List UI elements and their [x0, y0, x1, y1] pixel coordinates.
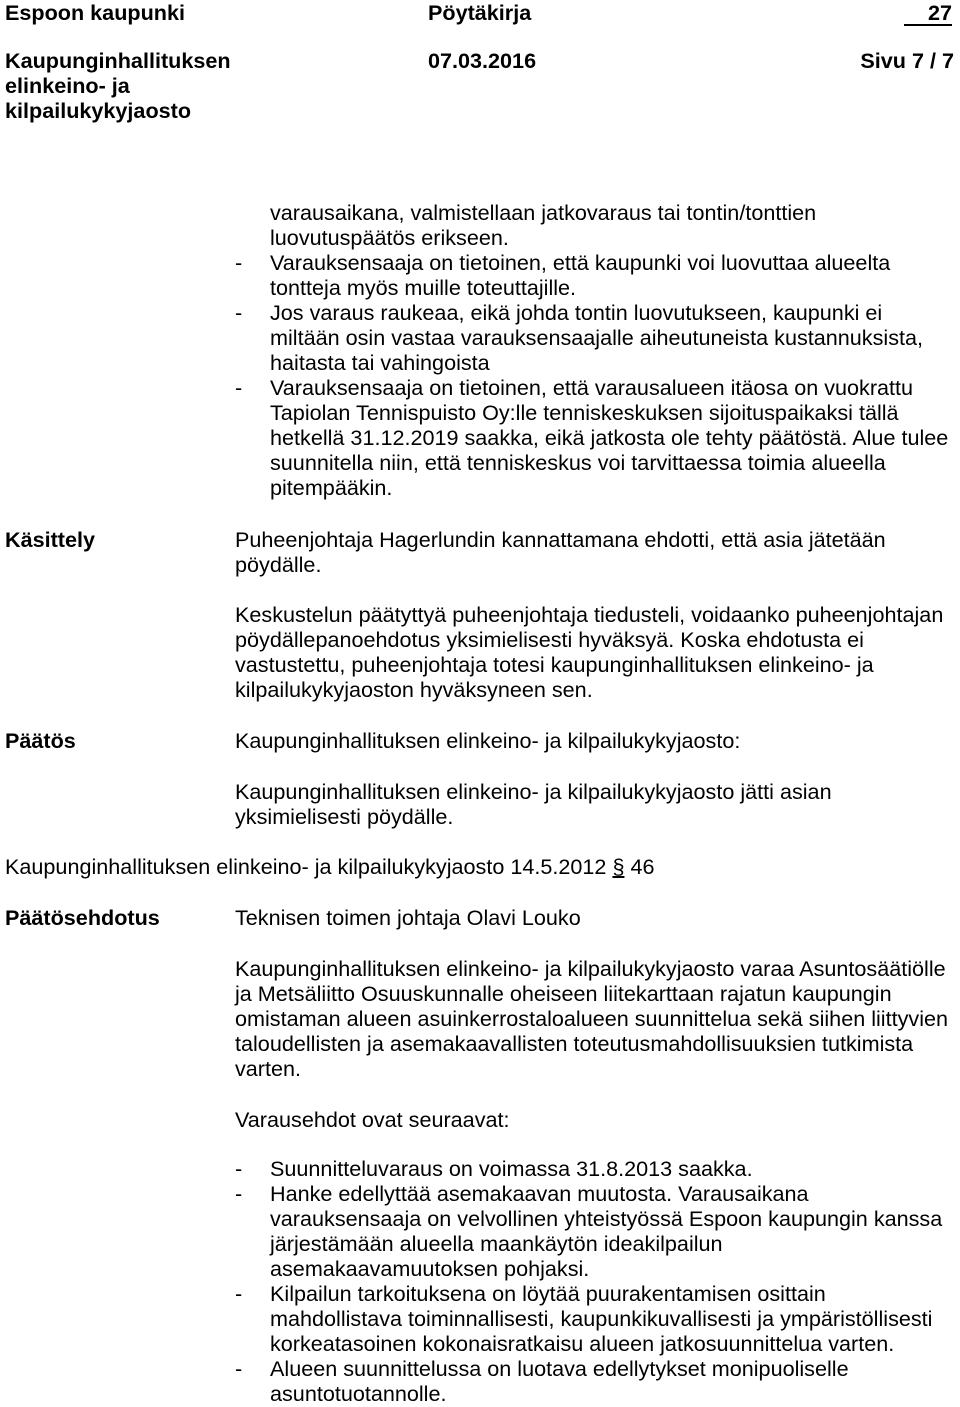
text-line: Alueen suunnittelussa on luotava edellytykset monipuoliselle: [270, 1356, 849, 1381]
text-line: varten.: [235, 1056, 302, 1081]
list-item: [235, 1156, 942, 1181]
meeting-body-line: elinkeino- ja: [5, 73, 130, 98]
document-type: Pöytäkirja: [428, 0, 532, 25]
text-line: asuntotuotannolle.: [270, 1381, 447, 1406]
text-line: pitempääkin.: [270, 475, 393, 500]
page-number: Sivu 7 / 7: [860, 48, 954, 73]
text-line: ja Metsäliitto Osuuskunnalle oheiseen liitekarttaan rajatun kaupungin: [235, 981, 892, 1006]
bullet-marker: -: [235, 1156, 243, 1181]
list-item: [235, 375, 948, 500]
previous-meeting-section-number: 46: [630, 854, 655, 879]
text-line: Kaupunginhallituksen elinkeino- ja kilpailukykyjaosto jätti asian: [235, 779, 832, 804]
text-line: Tapiolan Tennispuisto Oy:lle tenniskeskuksen sijoituspaikaksi tällä: [270, 400, 899, 425]
text-line: järjestämään alueella maankäytön ideakilpailun: [270, 1231, 723, 1256]
list-item: [235, 300, 948, 375]
text-line: varauksensaaja on velvollinen yhteistyössä Espoon kaupungin kanssa: [270, 1206, 943, 1231]
text-line: Kilpailun tarkoituksena on löytää puurakentamisen osittain: [270, 1281, 826, 1306]
meeting-body-line: Kaupunginhallituksen: [5, 48, 231, 73]
text-line: vastustettu, puheenjohtaja totesi kaupunginhallituksen elinkeino- ja: [235, 652, 874, 677]
text-line: miltään osin vastaa varauksensaajalle aiheutuneista kustannuksista,: [270, 325, 924, 350]
bullet-marker: -: [235, 375, 243, 400]
section-number-box: [904, 0, 952, 26]
kasittely-paragraph: [235, 527, 886, 577]
text-line: tontteja myös muille toteuttajille.: [270, 275, 577, 300]
text-line: Suunnitteluvaraus on voimassa 31.8.2013 saakka.: [270, 1156, 753, 1181]
previous-meeting-body: Kaupunginhallituksen elinkeino- ja kilpailukykyjaosto: [5, 854, 505, 879]
previous-meeting-heading: [5, 854, 654, 879]
section-label-paatos: Päätös: [5, 728, 76, 753]
text-line: Puheenjohtaja Hagerlundin kannattamana ehdotti, että asia jätetään: [235, 527, 886, 552]
section-sign: §: [612, 854, 625, 879]
presenter: Teknisen toimen johtaja Olavi Louko: [235, 905, 581, 930]
meeting-body-line: kilpailukykyjaosto: [5, 98, 192, 123]
conditions-list: [235, 1156, 942, 1406]
text-line: pöydällepanoehdotus yksimielisesti hyväksyä. Koska ehdotusta ei: [235, 627, 864, 652]
section-number: 27: [904, 2, 952, 26]
text-line: haitasta tai vahingoista: [270, 350, 490, 375]
bullet-marker: -: [235, 300, 243, 325]
text-line: Kaupunginhallituksen elinkeino- ja kilpailukykyjaosto:: [235, 728, 741, 753]
text-line: asemakaavamuutoksen pohjaksi.: [270, 1256, 590, 1281]
list-item: [235, 1281, 942, 1356]
text-line: kilpailukykyjaoston hyväksyneen sen.: [235, 677, 593, 702]
section-label-paatosehdotus: Päätösehdotus: [5, 905, 160, 930]
meeting-body: [5, 48, 231, 123]
text-line: Jos varaus raukeaa, eikä johda tontin luovutukseen, kaupunki ei: [270, 300, 883, 325]
text-line: suunnitella niin, että tenniskeskus voi tarvittaessa toimia alueella: [270, 450, 886, 475]
text-line: mahdollistava toiminnallisesti, kaupunkikuvallisesti ja ympäristöllisesti: [270, 1306, 933, 1331]
text-line: hetkellä 31.12.2019 saakka, eikä jatkosta ole tehty päätöstä. Alue tulee: [270, 425, 949, 450]
continued-intro: [235, 200, 948, 250]
conditions-intro: Varausehdot ovat seuraavat:: [235, 1107, 510, 1132]
text-line: korkeatasoinen kokonaisratkaisu alueen jatkosuunnittelua varten.: [270, 1331, 895, 1356]
section-label-kasittely: Käsittely: [5, 527, 96, 552]
list-item: [235, 1356, 942, 1406]
kasittely-paragraph: [235, 602, 943, 702]
text-line: luovutuspäätös erikseen.: [270, 225, 509, 250]
text-line: varausaikana, valmistellaan jatkovaraus tai tontin/tonttien: [270, 200, 817, 225]
proposal-paragraph: [235, 956, 948, 1081]
text-line: Kaupunginhallituksen elinkeino- ja kilpailukykyjaosto varaa Asuntosäätiölle: [235, 956, 946, 981]
paatos-paragraph: [235, 779, 832, 829]
text-line: Hanke edellyttää asemakaavan muutosta. Varausaikana: [270, 1181, 809, 1206]
text-line: pöydälle.: [235, 552, 322, 577]
paatos-paragraph: [235, 728, 740, 753]
meeting-date: 07.03.2016: [428, 48, 537, 73]
organization-name: Espoon kaupunki: [5, 0, 185, 25]
bullet-marker: -: [235, 1281, 243, 1306]
bullet-marker: -: [235, 250, 243, 275]
text-line: Varauksensaaja on tietoinen, että varausalueen itäosa on vuokrattu: [270, 375, 914, 400]
continued-conditions: [235, 200, 948, 500]
text-line: yksimielisesti pöydälle.: [235, 804, 454, 829]
text-line: Varauksensaaja on tietoinen, että kaupunki voi luovuttaa alueelta: [270, 250, 891, 275]
previous-meeting-date: 14.5.2012: [510, 854, 607, 879]
text-line: taloudellisten ja asemakaavallisten toteutusmahdollisuuksien tutkimista: [235, 1031, 914, 1056]
list-item: [235, 250, 948, 300]
bullet-marker: -: [235, 1181, 243, 1206]
text-line: Keskustelun päätyttyä puheenjohtaja tiedusteli, voidaanko puheenjohtajan: [235, 602, 944, 627]
bullet-marker: -: [235, 1356, 243, 1381]
text-line: omistaman alueen asuinkerrostaloalueen suunnittelua sekä siihen liittyvien: [235, 1006, 949, 1031]
list-item: [235, 1181, 942, 1281]
